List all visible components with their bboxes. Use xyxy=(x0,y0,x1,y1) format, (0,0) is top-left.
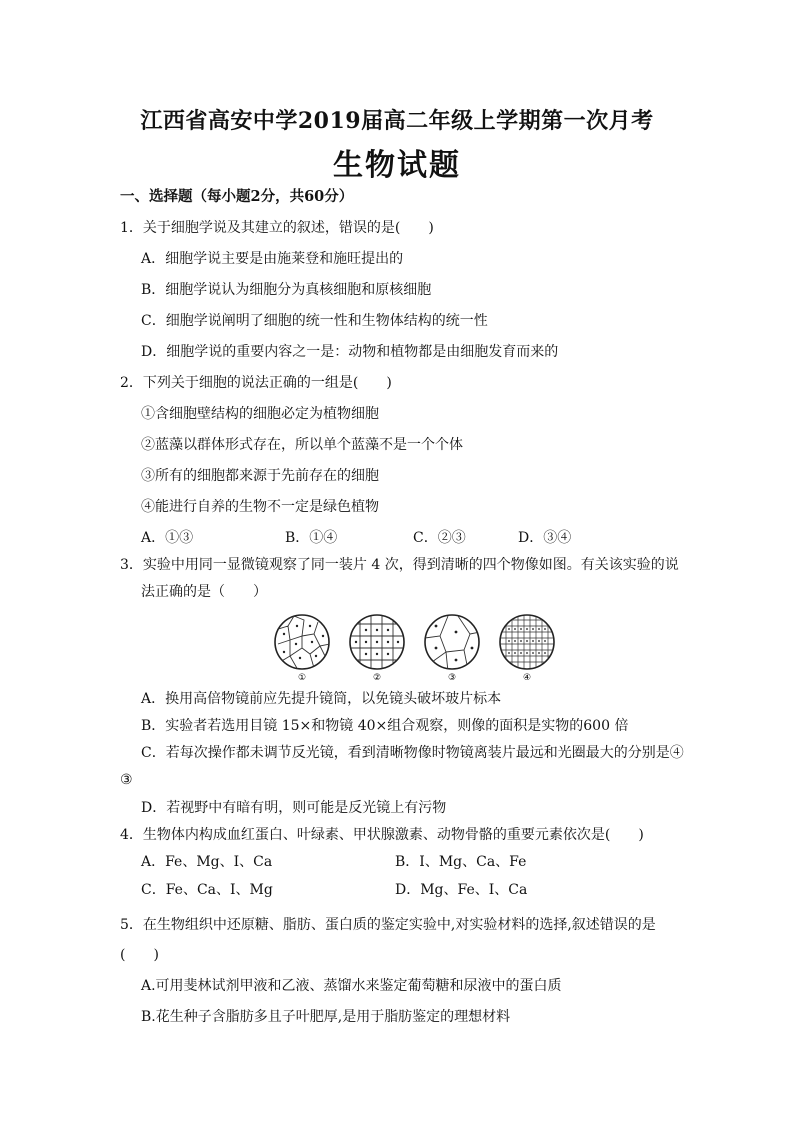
q1-option-c: C．细胞学说阐明了细胞的统一性和生物体结构的统一性 xyxy=(141,313,488,329)
q2-option-a: A．①③ xyxy=(141,530,194,546)
exam-title: 江西省高安中学2019届高二年级上学期第一次月考 xyxy=(140,108,654,134)
view-label-1: ① xyxy=(297,673,307,682)
q4-option-b: B．I、Mg、Ca、Fe xyxy=(395,854,527,870)
subject-title: 生物试题 xyxy=(333,148,461,183)
q4-option-a: A．Fe、Mg、I、Ca xyxy=(141,854,273,870)
microscope-views-figure xyxy=(270,612,560,682)
q3-stem-line1: 3．实验中用同一显微镜观察了同一装片 4 次，得到清晰的四个物像如图。有关该实验的说 xyxy=(120,557,679,573)
q4-option-d: D．Mg、Fe、I、Ca xyxy=(395,882,528,898)
q2-option-b: B．①④ xyxy=(285,530,338,546)
q2-option-c: C．②③ xyxy=(413,530,466,546)
q4-option-c: C．Fe、Ca、I、Mg xyxy=(141,882,273,898)
q5-stem-line1: 5．在生物组织中还原糖、脂肪、蛋白质的鉴定实验中,对实验材料的选择,叙述错误的是 xyxy=(120,917,656,933)
q5-stem-line2: ( ) xyxy=(120,947,159,963)
view-label-2: ② xyxy=(372,673,382,682)
view-4-cells xyxy=(500,612,554,672)
q1-stem: 1．关于细胞学说及其建立的叙述，错误的是( ) xyxy=(120,220,434,236)
q5-option-a: A.可用斐林试剂甲液和乙液、蒸馏水来鉴定葡萄糖和尿液中的蛋白质 xyxy=(141,978,562,994)
q3-option-b: B．实验者若选用目镜 15×和物镜 40×组合观察，则像的面积是实物的600 倍 xyxy=(141,718,629,734)
q4-stem: 4．生物体内构成血红蛋白、叶绿素、甲状腺激素、动物骨骼的重要元素依次是( ) xyxy=(120,827,644,843)
q2-statement-3: ③所有的细胞都来源于先前存在的细胞 xyxy=(141,468,379,484)
view-1-cells xyxy=(275,615,330,670)
q1-option-d: D．细胞学说的重要内容之一是：动物和植物都是由细胞发育而来的 xyxy=(141,344,559,360)
q3-option-a: A．换用高倍物镜前应先提升镜筒，以免镜头破坏玻片标本 xyxy=(141,691,502,707)
view-3-cells xyxy=(425,615,480,672)
q5-option-b: B.花生种子含脂肪多且子叶肥厚,是用于脂肪鉴定的理想材料 xyxy=(141,1009,511,1025)
view-label-4: ④ xyxy=(522,673,532,682)
q2-stem: 2．下列关于细胞的说法正确的一组是( ) xyxy=(120,375,392,391)
q2-statement-1: ①含细胞壁结构的细胞必定为植物细胞 xyxy=(141,406,379,422)
q1-option-b: B．细胞学说认为细胞分为真核细胞和原核细胞 xyxy=(141,282,432,298)
q3-stem-line2: 法正确的是（ ） xyxy=(141,584,267,600)
q1-option-a: A．细胞学说主要是由施莱登和施旺提出的 xyxy=(141,251,404,267)
q2-statement-4: ④能进行自养的生物不一定是绿色植物 xyxy=(141,499,379,515)
section-heading: 一、选择题（每小题2分，共60分） xyxy=(120,188,354,205)
q2-option-d: D．③④ xyxy=(518,530,572,546)
view-label-3: ③ xyxy=(447,673,457,682)
q2-statement-2: ②蓝藻以群体形式存在，所以单个蓝藻不是一个个体 xyxy=(141,437,463,453)
q3-option-c-line1: C．若每次操作都未调节反光镜，看到清晰物像时物镜离装片最远和光圈最大的分别是④ xyxy=(141,745,684,761)
q3-option-d: D．若视野中有暗有明，则可能是反光镜上有污物 xyxy=(141,800,447,816)
q3-option-c-line2: ③ xyxy=(120,772,133,788)
view-2-cells xyxy=(350,612,404,672)
